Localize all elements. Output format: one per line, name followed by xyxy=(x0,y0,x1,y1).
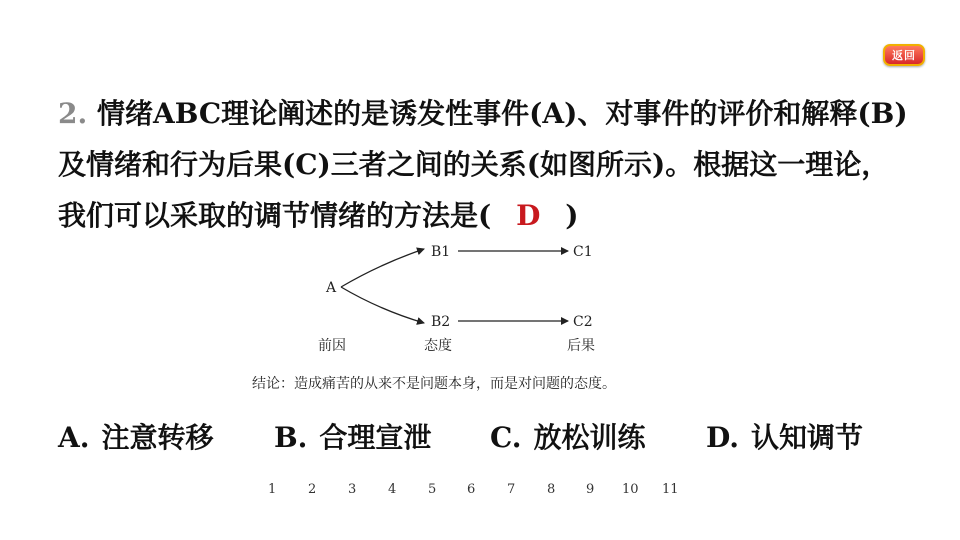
caption-result: 后果 xyxy=(567,338,595,354)
option-label: 放松训练 xyxy=(533,421,646,454)
option-a[interactable] xyxy=(58,416,214,456)
option-c[interactable] xyxy=(490,416,646,456)
page-link-3[interactable]: 3 xyxy=(348,482,357,497)
page-link-5[interactable]: 5 xyxy=(428,482,437,497)
question-body: 情绪ABC理论阐述的是诱发性事件(A)、对事件的评价和解释(B)及情绪和行为后果(C)三者之间的关系(如图所示)。根据这一理论，我们可以采取的调节情绪的方法是( xyxy=(58,97,908,232)
answer-letter: D xyxy=(516,199,541,232)
page-link-11[interactable]: 11 xyxy=(662,482,679,497)
node-c1: C1 xyxy=(573,244,593,260)
option-letter: A. xyxy=(58,421,90,454)
caption-attitude: 态度 xyxy=(424,338,452,354)
node-c2: C2 xyxy=(573,314,593,330)
option-label: 注意转移 xyxy=(101,421,214,454)
option-b[interactable] xyxy=(274,416,431,456)
node-b2: B2 xyxy=(431,314,451,330)
page-link-1[interactable]: 1 xyxy=(268,482,277,497)
node-b1: B1 xyxy=(431,244,451,260)
option-letter: D. xyxy=(706,421,740,454)
option-letter: B. xyxy=(274,421,308,454)
pagination xyxy=(262,482,682,502)
page-link-9[interactable]: 9 xyxy=(586,482,595,497)
question-number: 2. xyxy=(58,97,88,130)
option-d[interactable] xyxy=(706,416,863,456)
page-link-7[interactable]: 7 xyxy=(507,482,516,497)
conclusion-text: 结论：造成痛苦的从来不是问题本身，而是对问题的态度。 xyxy=(252,376,616,392)
arrow-a-b2 xyxy=(341,287,424,323)
option-label: 合理宣泄 xyxy=(319,421,432,454)
page-link-4[interactable]: 4 xyxy=(388,482,397,497)
node-a: A xyxy=(326,280,337,296)
answer-options xyxy=(58,416,938,458)
arrow-a-b1 xyxy=(341,249,424,287)
page-link-8[interactable]: 8 xyxy=(547,482,556,497)
page-link-6[interactable]: 6 xyxy=(467,482,476,497)
caption-cause: 前因 xyxy=(318,338,346,354)
question-closing: ) xyxy=(565,199,579,232)
option-label: 认知调节 xyxy=(751,421,864,454)
page-link-10[interactable]: 10 xyxy=(622,482,639,497)
back-button[interactable]: 返回 xyxy=(883,44,925,66)
page-link-2[interactable]: 2 xyxy=(308,482,317,497)
option-letter: C. xyxy=(490,421,522,454)
